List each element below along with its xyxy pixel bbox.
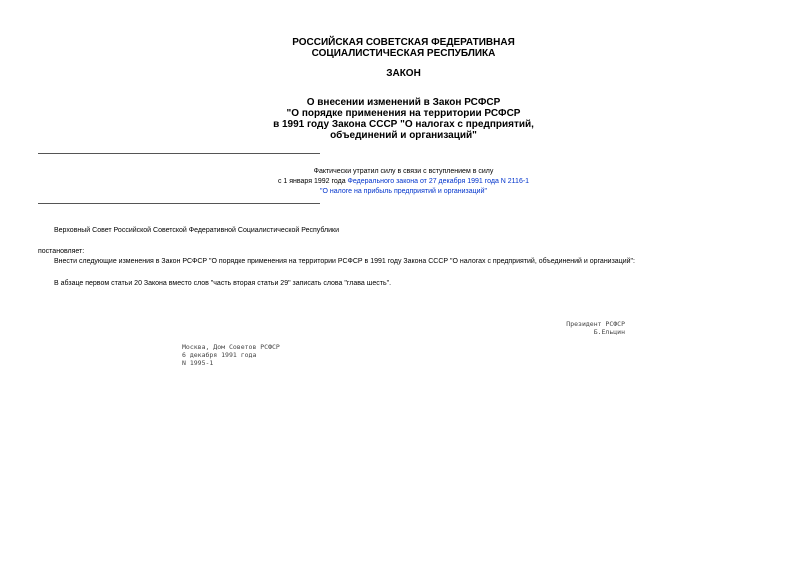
document-type: ЗАКОН [386,68,421,79]
document-number: N 1995-1 [182,359,214,367]
status-note-date: с 1 января 1992 года [277,178,348,185]
paragraph-amendment-text: В абзаце первом статьи 20 Закона вместо слов "часть вторая статьи 29" записать слова "глава шесть". [54,280,392,287]
status-note-line3 [0,187,807,196]
decrees-text: постановляет: [38,248,85,255]
issuer-text: Верховный Совет Российской Советской Федеративной Социалистической Республики [54,227,339,234]
title-line1: О внесении изменений в Закон РСФСР [306,97,501,108]
status-note-line2 [0,177,807,186]
signatory-position: Президент РСФСР [566,320,625,328]
place: Москва, Дом Советов РСФСР [182,343,280,351]
profit-tax-law-link[interactable]: "О налоге на прибыль предприятий и организаций" [320,188,487,195]
date: 6 декабря 1991 года [182,351,257,359]
title-line2: "О порядке применения на территории РСФСР [286,108,521,119]
title-line4: объединений и организаций" [330,130,477,141]
status-note-line1: Фактически утратил силу в связи с вступлением в силу [313,168,494,175]
title-line3: в 1991 году Закона СССР "О налогах с предприятий, [273,119,534,130]
signatory-name: Б.Ельцин [593,328,625,336]
paragraph-amendment-intro: Внести следующие изменения в Закон РСФСР "О порядке применения на территории РСФСР в 1991 году Закона СССР "О налогах с предприятий, объединений и организаций": [54,258,635,265]
federal-law-link[interactable]: Федерального закона от 27 декабря 1991 года N 2116-1 [347,178,530,185]
republic-name-line1: РОССИЙСКАЯ СОВЕТСКАЯ ФЕДЕРАТИВНАЯ [292,37,515,48]
republic-name-line2: СОЦИАЛИСТИЧЕСКАЯ РЕСПУБЛИКА [311,48,496,59]
divider-bottom [38,203,320,204]
divider-top [38,153,320,154]
